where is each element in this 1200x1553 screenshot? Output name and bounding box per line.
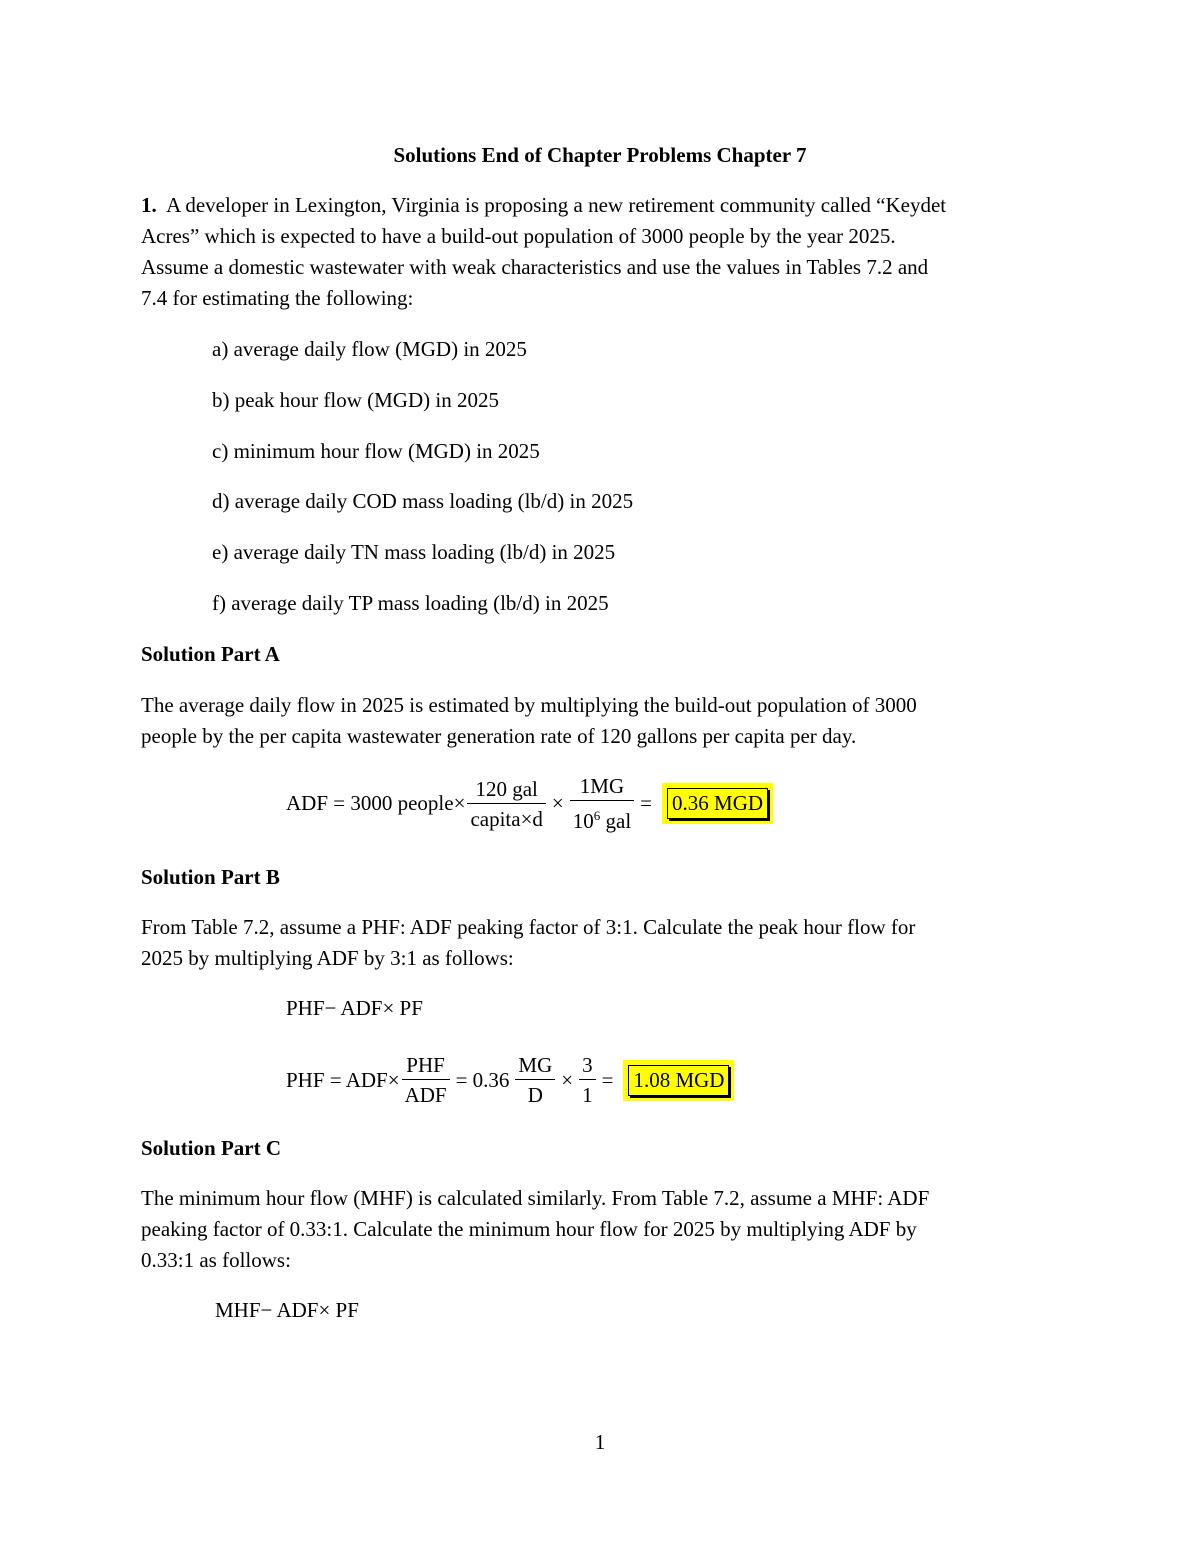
- fraction-denominator: D: [527, 1083, 543, 1107]
- page-title: Solutions End of Chapter Problems Chapter 7: [393, 143, 807, 167]
- list-item: c) minimum hour flow (MGD) in 2025: [212, 439, 540, 463]
- list-item: a) average daily flow (MGD) in 2025: [212, 337, 527, 361]
- part-c-heading: Solution Part C: [141, 1136, 282, 1160]
- result-value: 0.36 MGD: [667, 788, 768, 819]
- part-b-heading: Solution Part B: [141, 865, 280, 889]
- adf-equation-lhs: ADF = 3000 people×: [286, 791, 466, 815]
- problem-line-4: 7.4 for estimating the following:: [141, 286, 414, 310]
- problem-number: 1.: [141, 193, 157, 217]
- fraction-numerator: MG: [515, 1052, 555, 1080]
- fraction-numerator: PHF: [402, 1052, 450, 1080]
- times-sign: ×: [551, 791, 564, 815]
- part-b-line-2: 2025 by multiplying ADF by 3:1 as follows:: [141, 946, 514, 970]
- result-value: 1.08 MGD: [628, 1065, 729, 1096]
- fraction-numerator: 1MG: [570, 773, 634, 801]
- fraction-numerator: 120 gal: [467, 776, 545, 804]
- problem-line-2: Acres” which is expected to have a build-out population of 3000 people by the year 2025.: [141, 224, 896, 248]
- fraction: [570, 773, 634, 834]
- part-c-line-1: The minimum hour flow (MHF) is calculated similarly. From Table 7.2, assume a MHF: ADF: [141, 1186, 930, 1210]
- fraction-numerator: 3: [579, 1052, 596, 1080]
- equals-sign: =: [601, 1067, 614, 1092]
- part-b-line-1: From Table 7.2, assume a PHF: ADF peaking factor of 3:1. Calculate the peak hour flow for: [141, 915, 916, 939]
- fraction-denominator: [570, 801, 634, 834]
- part-a-line-1: The average daily flow in 2025 is estimated by multiplying the build-out population of 3000: [141, 693, 917, 717]
- equals-sign: =: [640, 791, 653, 815]
- adf-equation: [286, 773, 773, 834]
- fraction-denominator: capita×d: [470, 806, 543, 831]
- fraction: [402, 1052, 450, 1108]
- part-c-line-2: peaking factor of 0.33:1. Calculate the minimum hour flow for 2025 by multiplying ADF by: [141, 1217, 917, 1241]
- fraction-denominator: 1: [582, 1083, 593, 1107]
- problem-line-3: Assume a domestic wastewater with weak characteristics and use the values in Tables 7.2 and: [141, 255, 929, 279]
- list-item: f) average daily TP mass loading (lb/d) in 2025: [212, 591, 609, 615]
- phf-equation: [286, 1052, 734, 1108]
- part-a-heading: Solution Part A: [141, 642, 280, 666]
- highlighted-result: [623, 1060, 734, 1101]
- mhf-definition: MHF− ADF× PF: [215, 1298, 359, 1322]
- part-b-text: [141, 912, 1061, 974]
- problem-statement: [141, 190, 1061, 314]
- part-c-line-3: 0.33:1 as follows:: [141, 1248, 291, 1272]
- list-item: d) average daily COD mass loading (lb/d) in 2025: [212, 489, 634, 513]
- denominator-exponent: 6: [593, 808, 601, 823]
- equation-middle: = 0.36: [455, 1067, 510, 1092]
- phf-definition: PHF− ADF× PF: [286, 996, 423, 1020]
- page-number: 1: [594, 1430, 606, 1454]
- fraction: [515, 1052, 555, 1108]
- phf-equation-lhs: PHF = ADF×: [286, 1067, 400, 1092]
- fraction-denominator: ADF: [404, 1083, 447, 1107]
- highlighted-result: [662, 783, 773, 824]
- part-a-text: [141, 690, 1061, 752]
- list-item: e) average daily TN mass loading (lb/d) in 2025: [212, 540, 616, 564]
- part-c-text: [141, 1183, 1061, 1276]
- list-item: b) peak hour flow (MGD) in 2025: [212, 388, 499, 412]
- fraction: [579, 1052, 596, 1108]
- denominator-base: 10: [572, 809, 594, 833]
- problem-line-1: A developer in Lexington, Virginia is proposing a new retirement community called “Keydet: [166, 193, 947, 217]
- denominator-unit: gal: [600, 809, 632, 833]
- part-a-line-2: people by the per capita wastewater generation rate of 120 gallons per capita per day.: [141, 724, 857, 748]
- fraction: [467, 776, 545, 832]
- times-sign: ×: [561, 1067, 574, 1092]
